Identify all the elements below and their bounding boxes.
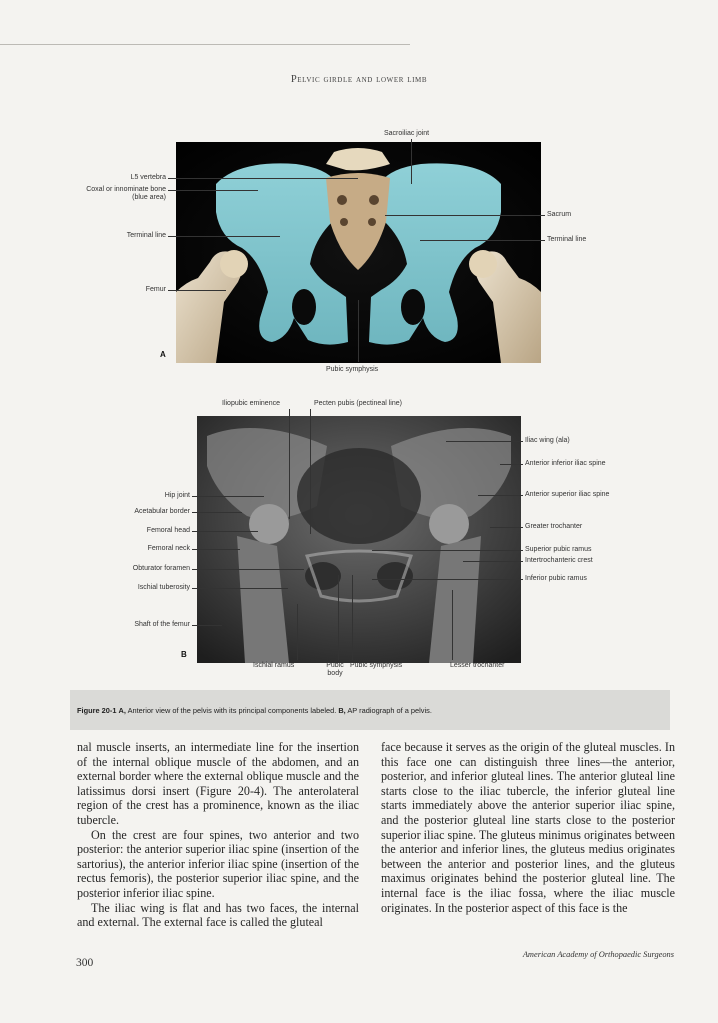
label-sacrum: Sacrum — [547, 211, 572, 218]
leader-line — [310, 409, 311, 534]
label-shaft-of-femur: Shaft of the femur — [134, 621, 190, 628]
sacral-foramen — [369, 195, 379, 205]
label-coxal-bone-2: (blue area) — [132, 194, 166, 201]
caption-label: Figure 20-1 — [77, 706, 117, 715]
leader-line — [192, 569, 304, 570]
leader-line — [168, 190, 258, 191]
leader-line — [372, 550, 523, 551]
paragraph: face because it serves as the origin of the gluteal muscles. In this face one can distinguish three lines—the anterior, posterior, and inferior gluteal lines. The anterior gluteal line starts close to the iliac tubercle, the inferior gluteal line starts immediately above the anterior superior iliac spine, and the posterior gluteal line starts close to the posterior superior iliac spine. The gluteus minimus originates between the anterior and inferior lines, the gluteus medius originates between the anterior and posterior lines, and the gluteus maximus originates behind the posterior gluteal line. The internal face is the iliac fossa, where the iliac muscle originates. In the posterior aspect of this face is the — [381, 740, 675, 915]
leader-line — [297, 604, 298, 660]
leader-line — [385, 215, 545, 216]
sacral-foramen — [337, 195, 347, 205]
label-pubic-symphysis-b: Pubic symphysis — [350, 662, 403, 669]
leader-line — [446, 441, 523, 442]
label-sacroiliac-joint: Sacroiliac joint — [384, 130, 430, 137]
right-obturator — [401, 289, 425, 325]
sacral-foramen — [340, 218, 348, 226]
label-hip-joint: Hip joint — [164, 492, 190, 499]
leader-line — [352, 575, 353, 660]
page-number: 300 — [76, 957, 94, 969]
leader-line — [420, 240, 545, 241]
leader-line — [289, 409, 290, 519]
label-terminal-line-left: Terminal line — [126, 232, 166, 239]
running-head: Pelvic girdle and lower limb — [290, 74, 428, 85]
label-coxal-bone-1: Coxal or innominate bone — [86, 186, 166, 193]
label-superior-pubic-ramus: Superior pubic ramus — [525, 546, 592, 553]
footer-publisher: American Academy of Orthopaedic Surgeons — [522, 950, 674, 959]
label-pubic-body-2: body — [327, 670, 343, 677]
leader-line — [192, 496, 264, 497]
label-greater-trochanter: Greater trochanter — [525, 523, 583, 530]
xray-left-femoral-head — [249, 504, 289, 544]
panel-a-letter: A — [160, 350, 166, 359]
label-femoral-head: Femoral head — [146, 527, 190, 534]
leader-line — [490, 527, 523, 528]
leader-line — [192, 625, 222, 626]
caption-b-text: AP radiograph of a pelvis. — [347, 706, 432, 715]
label-ischial-ramus: Ischial ramus — [253, 662, 295, 669]
right-femoral-head — [469, 250, 497, 278]
caption-b-letter: B, — [338, 706, 346, 715]
xray-pelvic-inlet — [297, 448, 421, 544]
paragraph: nal muscle inserts, an intermediate line for the insertion of the internal oblique muscle of the abdomen, and an external border where the external oblique muscle and the latissimus dorsi insert (Figure 20-4). The anterolateral region of the crest has a prominence, known as the iliac tubercle. — [77, 740, 359, 827]
paragraph: On the crest are four spines, two anterior and two posterior: the anterior superior iliac spine (insertion of the sartorius), the anterior inferior iliac spine (insertion of the rectus femoris), the posterior superior iliac spine, and the posterior inferior iliac spine. — [77, 827, 359, 900]
label-iliac-wing: Iliac wing (ala) — [525, 437, 570, 444]
leader-line — [192, 588, 288, 589]
leader-line — [168, 178, 358, 179]
leader-line — [168, 236, 280, 237]
body-column-right — [381, 740, 675, 915]
leader-line — [372, 579, 523, 580]
leader-line — [192, 549, 240, 550]
label-terminal-line-right: Terminal line — [547, 236, 587, 243]
caption-a-letter: A, — [118, 706, 126, 715]
label-obturator-foramen: Obturator foramen — [132, 565, 190, 572]
label-pubic-symphysis-a: Pubic symphysis — [326, 366, 379, 373]
left-femoral-head — [220, 250, 248, 278]
leader-line — [478, 495, 523, 496]
sacral-foramen — [368, 218, 376, 226]
leader-line — [338, 575, 339, 660]
leader-line — [452, 590, 453, 660]
panel-b-letter: B — [181, 650, 187, 659]
label-inferior-pubic-ramus: Inferior pubic ramus — [525, 575, 587, 582]
label-femoral-neck: Femoral neck — [147, 545, 190, 552]
figure-caption — [77, 706, 432, 715]
label-l5-vertebra: L5 vertebra — [130, 174, 166, 181]
leader-line — [463, 561, 523, 562]
panel-b-radiograph — [197, 416, 521, 663]
leader-line — [500, 464, 523, 465]
caption-a-text: Anterior view of the pelvis with its principal components labeled. — [127, 706, 337, 715]
label-pubic-body-1: Pubic — [326, 662, 344, 669]
xray-right-femoral-head — [429, 504, 469, 544]
label-anterior-inferior-iliac-spine: Anterior inferior iliac spine — [525, 460, 606, 467]
label-ischial-tuberosity: Ischial tuberosity — [137, 584, 190, 591]
leader-line — [358, 300, 359, 362]
leader-line — [168, 290, 226, 291]
label-lesser-trochanter: Lesser trochanter — [450, 662, 505, 669]
label-femur: Femur — [145, 286, 166, 293]
label-acetabular-border: Acetabular border — [134, 508, 190, 515]
leader-line — [411, 139, 412, 184]
label-iliopubic-eminence: Iliopubic eminence — [222, 400, 280, 407]
label-intertrochanteric-crest: Intertrochanteric crest — [525, 557, 593, 564]
label-anterior-superior-iliac-spine: Anterior superior iliac spine — [525, 491, 610, 498]
body-column-left — [77, 740, 359, 930]
label-pecten-pubis: Pecten pubis (pectineal line) — [314, 400, 402, 407]
leader-line — [192, 512, 242, 513]
left-obturator — [292, 289, 316, 325]
leader-line — [192, 531, 258, 532]
paragraph: The iliac wing is flat and has two faces, the internal and external. The external face is called the gluteal — [77, 900, 359, 930]
